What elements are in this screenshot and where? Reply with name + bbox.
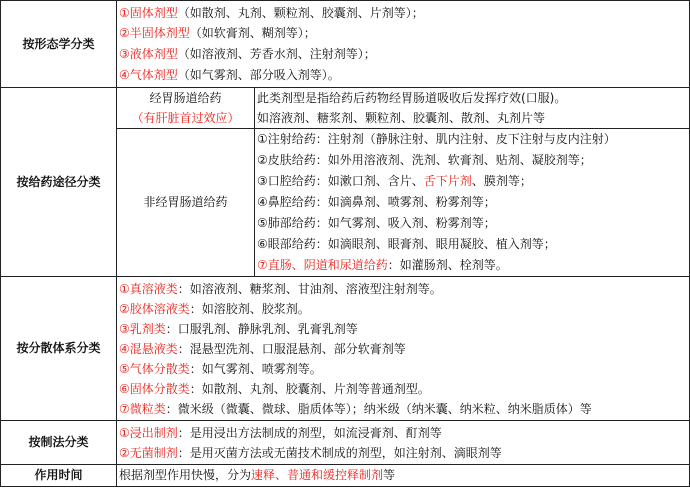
method-item: ②无菌制剂：是用灭菌方法或无菌技术制成的剂型，如注射剂、滴眼剂等 [119,445,502,460]
non-gi-item: ④鼻腔给药：如滴鼻剂、喷雾剂、粉雾剂等； [257,195,496,209]
form-item: ③液体剂型（如溶液剂、芳香水剂、注射剂等）； [119,47,376,61]
non-gi-item: ⑤肺部给药：如气雾剂、吸入剂、粉雾剂等； [257,216,496,230]
dispersion-item: ⑦微粒类：微米级（微囊、微球、脂质体等）；纳米级（纳米囊、纳米粒、纳米脂质体）等 [119,401,592,416]
category-form: 按形态学分类 [1,1,117,88]
category-timing: 作用时间 [1,465,117,487]
row-timing [1,465,690,487]
row-form [1,1,690,88]
category-route: 按给药途径分类 [1,88,117,277]
form-item: ①固体剂型（如散剂、丸剂、颗粒剂、胶囊剂、片剂等）； [119,5,424,20]
dispersion-item: ⑤气体分散类：如气雾剂、喷雾剂等。 [119,361,322,376]
category-method: 按制法分类 [1,421,117,465]
gi-description [255,88,690,129]
non-gi-item: ③口腔给药：如漱口剂、含片、舌下片剂、膜剂等； [257,174,532,188]
non-gi-item: ⑦直肠、阴道和尿道给药：如灌肠剂、栓剂等。 [257,258,508,272]
gi-label: 经胃肠道给药 [149,91,222,105]
non-gi-item: ②皮肤给药：如外用溶液剂、洗剂、软膏剂、贴剂、凝胶剂等； [257,153,592,167]
dispersion-item: ④混悬液类：混悬型洗剂、口服混悬剂、部分软膏剂等 [119,341,406,356]
gi-desc-line: 此类剂型是指给药后药物经胃肠道吸收后发挥疗效(口服)。 [257,91,567,105]
non-gi-item: ⑥眼部给药：如滴眼剂、眼膏剂、眼用凝胶、植入剂等； [257,237,556,251]
dispersion-item: ⑥固体分散类：如散剂、丸剂、胶囊剂、片剂等普通剂型。 [119,381,430,396]
category-dispersion: 按分散体系分类 [1,277,117,421]
dispersion-item: ②胶体溶液类：如溶胶剂、胶浆剂。 [119,301,310,316]
row-dispersion [1,277,690,421]
method-item: ①浸出制剂：是用浸出方法制成的剂型，如流浸膏剂、酊剂等 [119,425,442,440]
dispersion-item: ③乳剂类：口服乳剂、静脉乳剂、乳膏乳剂等 [119,321,358,336]
row-route-gi [1,88,690,129]
form-item: ②半固体剂型（如软膏剂、糊剂等）； [119,26,316,41]
form-item: ④气体剂型（如气雾剂、部分吸入剂等）。 [119,67,340,82]
dispersion-item: ①真溶液类：如溶液剂、糖浆剂、甘油剂、溶液型注射剂等。 [119,281,442,296]
gi-desc-line: 如溶液剂、糖浆剂、颗粒剂、胶囊剂、散剂、丸剂片等 [257,111,546,125]
row-method [1,421,690,465]
dispersion-list [117,277,690,421]
non-gi-label: 非经胃肠道给药 [117,129,255,277]
gi-note: （有肝脏首过效应） [131,111,240,125]
timing-description: 根据剂型作用快慢，分为速释、普通和缓控释制剂等 [117,465,690,487]
form-list [117,1,690,88]
non-gi-list [255,129,690,277]
gi-route-cell [117,88,255,129]
non-gi-item: ①注射给药：注射剂（静脉注射、肌内注射、皮下注射与皮内注射） [257,132,616,146]
method-list [117,421,690,465]
